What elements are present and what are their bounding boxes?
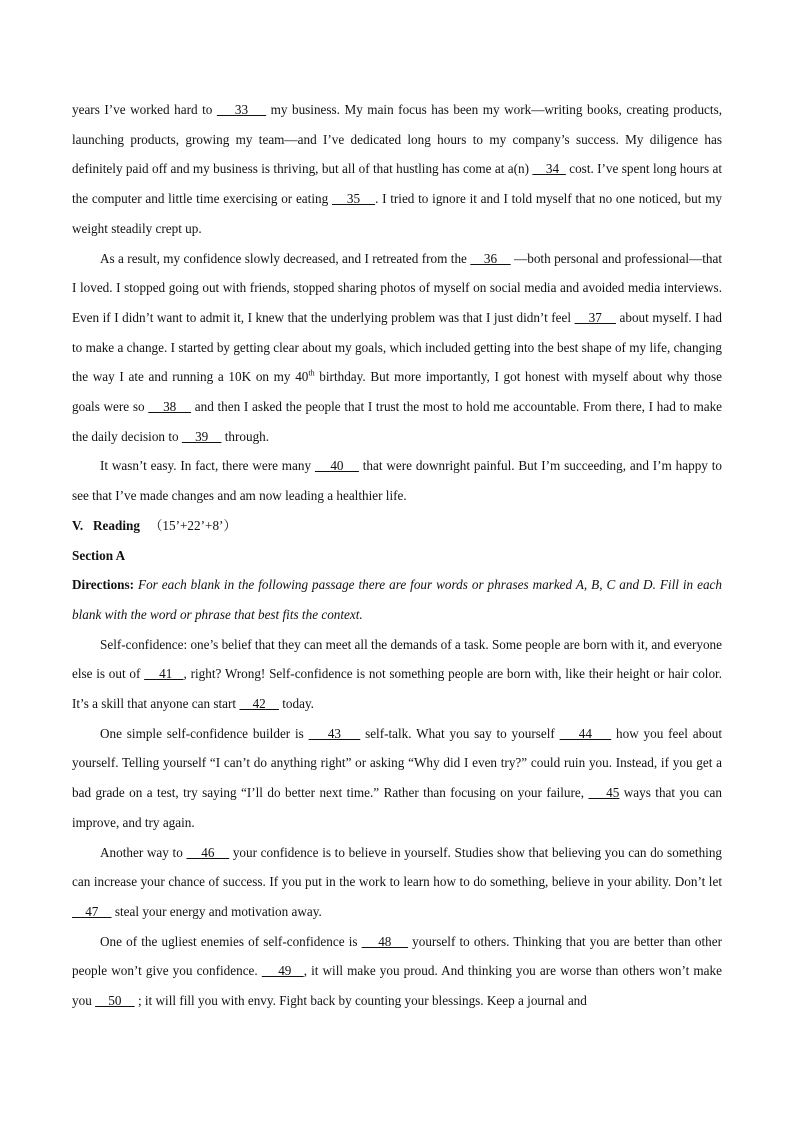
text-run: , it will make you proud. And thinking you are worse than others won’t make you (72, 963, 722, 1009)
answer-blank: 45 (588, 785, 620, 801)
answer-blank: 35 (331, 191, 376, 207)
text-run: self-talk. What you say to yourself (360, 725, 560, 741)
answer-blank: 44 (559, 725, 612, 741)
cloze-passage (72, 630, 722, 1016)
paragraph (72, 451, 722, 510)
text-run: Self-confidence: one’s belief that they can meet all the demands of a task. Some people are born with it, and everyone else is out of (72, 636, 722, 682)
intro-passage (72, 95, 722, 511)
answer-blank: 50 (95, 993, 135, 1009)
text-run: about myself. I had to make a change. I started by getting clear about my goals, which included getting into the best shape of my life, changing the way I ate and running a 10K on my 40 (72, 309, 722, 385)
answer-blank: 41 (144, 666, 184, 682)
answer-blank: 38 (148, 399, 192, 415)
answer-blank: 49 (261, 963, 304, 979)
document-content (72, 95, 722, 1016)
paragraph (72, 927, 722, 1016)
text-run: , right? Wrong! Self-confidence is not something people are born with, like their height or hair color. It’s a skill that anyone can start (72, 666, 723, 712)
text-run: through. (221, 428, 270, 444)
text-run: . I tried to ignore it and I told myself that no one noticed, but my weight steadily crept up. (72, 191, 723, 236)
text-run: One simple self-confidence builder is (100, 725, 309, 741)
text-run: ways that you can improve, and try again. (72, 785, 722, 830)
answer-blank: 47 (72, 903, 112, 919)
text-run: —both personal and professional—that I loved. I stopped going out with friends, stopped sharing photos of myself on social media and avoided media interviews. Even if I didn’t want to admit it, I knew that the underlying problem was that I just didn’t feel (72, 250, 723, 325)
answer-blank: 46 (186, 844, 230, 860)
text-run: my business. My main focus has been my work—writing books, creating products, launching products, growing my team—and I’ve dedicated long hours to my company’s success. My diligence has definitely paid off and my business is thriving, but all of that hustling has come at a(n) (72, 102, 723, 177)
text-run: how you feel about yourself. Telling yourself “I can’t do anything right” or asking “Why did I even try?” could ruin you. Instead, if you get a bad grade on a test, try saying “I’ll do better next time.” Rather than focusing on your failure, (72, 725, 723, 801)
text-run: your confidence is to believe in yourself. Studies show that believing you can do something can increase your chance of success. If you put in the work to learn how to do something, believe in your ability. Don’t let (72, 844, 723, 890)
answer-blank: 34 (532, 161, 566, 177)
answer-blank: 42 (239, 696, 279, 712)
paragraph (72, 244, 722, 452)
answer-blank: 40 (314, 458, 359, 474)
paragraph (72, 838, 722, 927)
text-run: ; it will fill you with envy. Fight back by counting your blessings. Keep a journal and (134, 993, 587, 1009)
answer-blank: 48 (361, 933, 408, 949)
text-run: One of the ugliest enemies of self-confidence is (100, 933, 362, 949)
text-run: cost. I’ve spent long hours at the computer and little time exercising or eating (72, 161, 722, 207)
paragraph (72, 95, 722, 244)
answer-blank: 33 (216, 102, 267, 117)
text-run: yourself to others. Thinking that you are better than other people won’t give you confidence. (72, 933, 722, 979)
text-run: It wasn’t easy. In fact, there were many (100, 458, 315, 474)
text-run: that were downright painful. But I’m succeeding, and I’m happy to see that I’ve made changes and am now leading a healthier life. (72, 458, 722, 504)
directions-label: Directions: (72, 577, 135, 593)
answer-blank: 43 (308, 725, 361, 741)
section-v-label: V. Reading (72, 517, 140, 533)
text-run: birthday. But more importantly, I got honest with myself about why those goals were so (72, 369, 723, 415)
text-run: Another way to (100, 844, 187, 860)
superscript: th (308, 368, 315, 378)
text-run: today. (278, 696, 314, 712)
text-run: and then I asked the people that I trust the most to hold me accountable. From there, I had to make the daily decision to (72, 399, 723, 444)
directions-text: For each blank in the following passage there are four words or phrases marked A, B, C and D. Fill in each blank with the word or phrase that best fits the context. (72, 577, 722, 622)
directions (72, 570, 722, 629)
section-v-points: （15’+22’+8’） (149, 517, 237, 533)
answer-blank: 39 (181, 428, 222, 444)
section-a-title: Section A (72, 547, 126, 563)
answer-blank: 36 (470, 250, 511, 266)
paragraph (72, 630, 722, 719)
paragraph (72, 719, 722, 838)
text-run: steal your energy and motivation away. (111, 903, 322, 919)
section-v-heading (72, 511, 722, 541)
text-run: years I’ve worked hard to (72, 102, 217, 117)
text-run: As a result, my confidence slowly decreased, and I retreated from the (100, 250, 471, 266)
answer-blank: 37 (574, 309, 616, 325)
